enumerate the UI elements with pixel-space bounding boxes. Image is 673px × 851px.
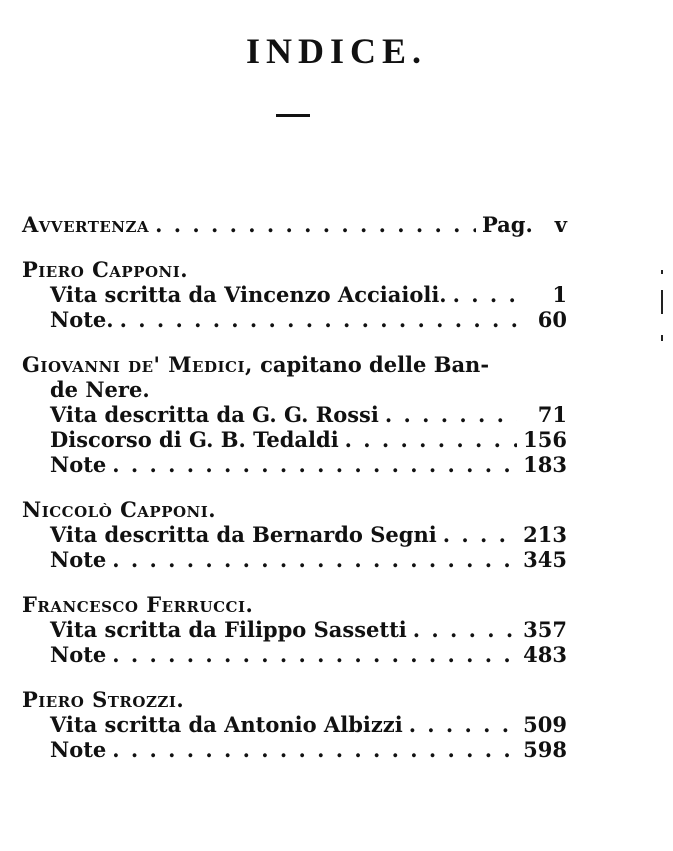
dot-leader <box>453 282 517 307</box>
entry-label: Vita descritta da Bernardo Segni <box>50 522 437 547</box>
dot-leader <box>413 617 517 642</box>
heading-text: Piero Strozzi. <box>22 687 185 712</box>
page-number: 60 <box>537 307 567 332</box>
page-number: 345 <box>523 547 567 572</box>
table-of-contents <box>22 212 567 782</box>
scan-speck <box>661 335 663 341</box>
entry-label: Vita scritta da Vincenzo Acciaioli. <box>50 282 447 307</box>
toc-section <box>22 592 567 667</box>
section-heading <box>22 352 567 377</box>
heading-rest: capitano delle Ban- <box>260 352 490 377</box>
dot-leader <box>112 642 517 667</box>
heading-text: Piero Capponi. <box>22 257 189 282</box>
entry-label: Note <box>50 452 107 477</box>
dot-leader <box>385 402 517 427</box>
entry-label: Note. <box>50 307 114 332</box>
heading-text: Francesco Ferrucci. <box>22 592 254 617</box>
toc-section <box>22 257 567 332</box>
dot-leader <box>443 522 517 547</box>
entry-label: Discorso di G. B. Tedaldi <box>50 427 339 452</box>
dot-leader <box>409 712 517 737</box>
page-number: 156 <box>523 427 567 452</box>
toc-entry <box>22 617 567 642</box>
heading-text: Giovanni de' Medici, <box>22 352 253 377</box>
toc-entry <box>22 282 567 307</box>
dot-leader <box>112 547 517 572</box>
dot-leader <box>112 452 517 477</box>
page-number: 483 <box>523 642 567 667</box>
entry-label: Avvertenza <box>22 212 150 237</box>
toc-entry <box>22 452 567 477</box>
toc-entry <box>22 212 567 237</box>
page-number: 1 <box>552 282 567 307</box>
dot-leader <box>155 212 476 237</box>
page-number: v <box>554 212 567 237</box>
title-rule <box>276 114 310 117</box>
toc-entry <box>22 427 567 452</box>
entry-label: Vita scritta da Filippo Sassetti <box>50 617 407 642</box>
page-title: INDICE. <box>245 31 428 71</box>
page-number: 357 <box>523 617 567 642</box>
page-number: 509 <box>523 712 567 737</box>
toc-entry <box>22 642 567 667</box>
heading-text: Niccolò Capponi. <box>22 497 217 522</box>
section-heading <box>22 257 567 282</box>
entry-label: Note <box>50 642 107 667</box>
toc-section <box>22 352 567 477</box>
toc-entry <box>22 737 567 762</box>
toc-section-avvertenza <box>22 212 567 237</box>
entry-label: Note <box>50 737 107 762</box>
pag-label: Pag. <box>481 212 533 237</box>
section-heading <box>22 592 567 617</box>
toc-entry <box>22 522 567 547</box>
dot-leader <box>120 307 517 332</box>
toc-entry <box>22 547 567 572</box>
toc-section <box>22 687 567 762</box>
toc-entry <box>22 712 567 737</box>
dot-leader <box>345 427 517 452</box>
page-number: 598 <box>523 737 567 762</box>
scan-speck <box>661 270 663 274</box>
toc-entry <box>22 402 567 427</box>
page-number: 71 <box>537 402 567 427</box>
entry-label: Vita scritta da Antonio Albizzi <box>50 712 403 737</box>
toc-entry <box>22 307 567 332</box>
section-heading-continued <box>22 377 567 402</box>
heading-cont: de Nere. <box>50 377 150 402</box>
scan-speck <box>661 290 663 314</box>
page-number: 183 <box>523 452 567 477</box>
entry-label: Vita descritta da G. G. Rossi <box>50 402 379 427</box>
toc-section <box>22 497 567 572</box>
dot-leader <box>112 737 517 762</box>
section-heading <box>22 687 567 712</box>
page-number: 213 <box>523 522 567 547</box>
entry-label: Note <box>50 547 107 572</box>
section-heading <box>22 497 567 522</box>
